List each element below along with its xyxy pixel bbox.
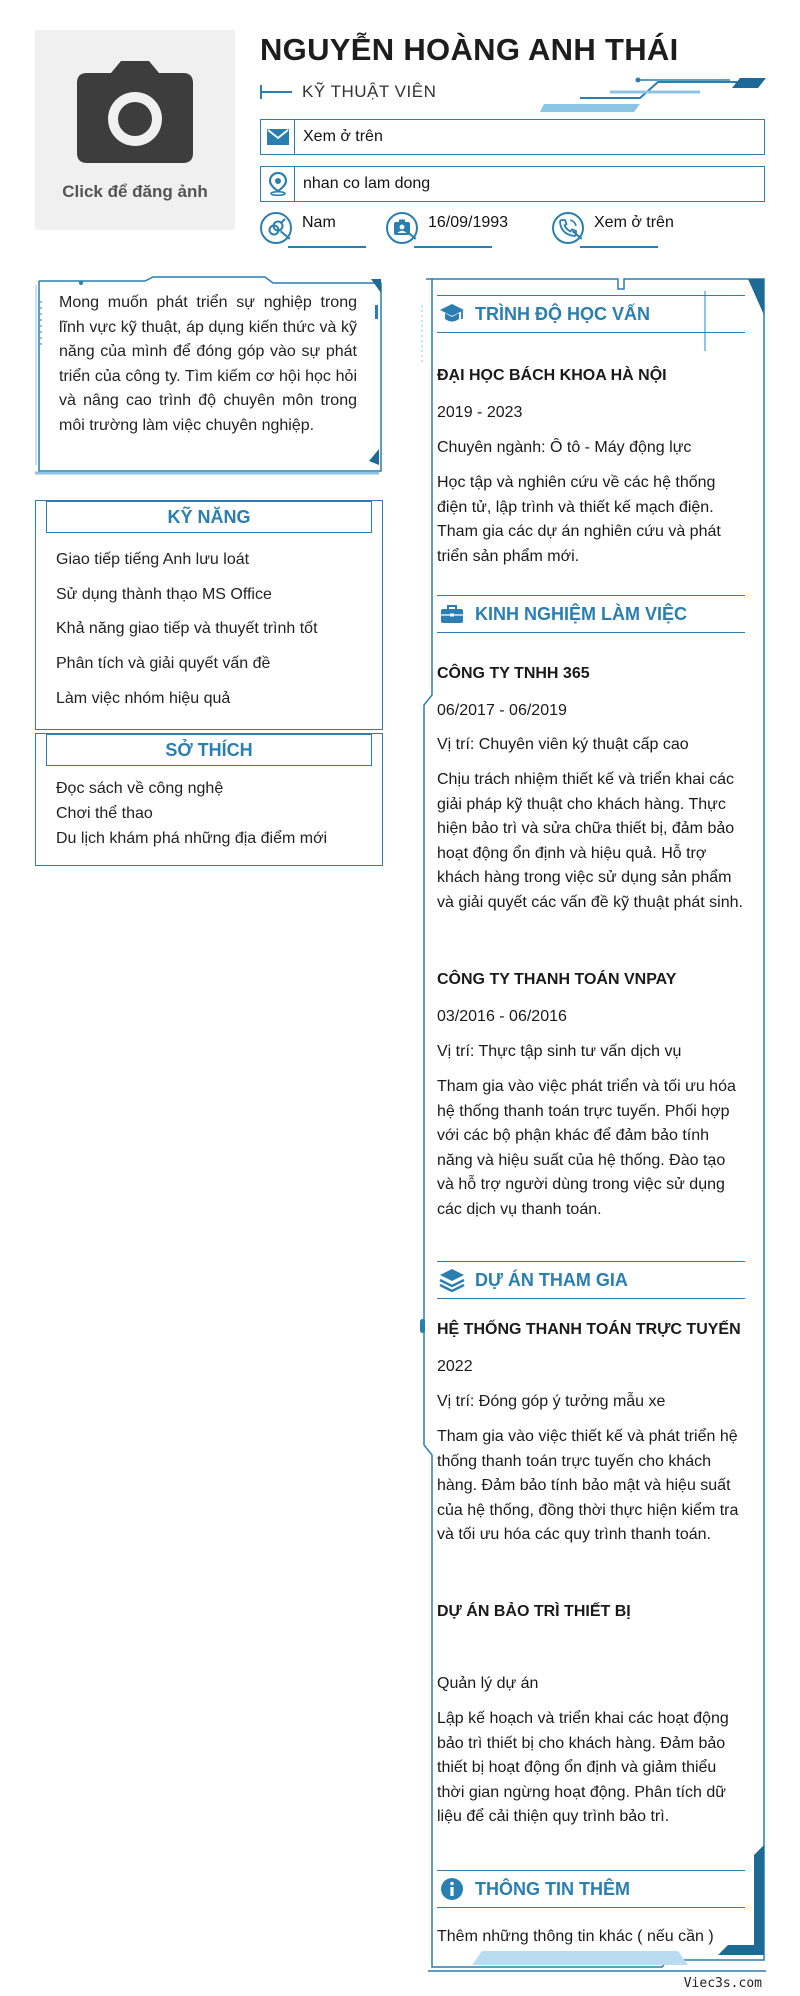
title-tick-decoration [260,85,292,99]
briefcase-icon [439,601,465,627]
additional-info-text: Thêm những thông tin khác ( nếu cần ) [437,1928,714,1945]
additional-info-title: THÔNG TIN THÊM [475,1878,630,1899]
address-field[interactable] [260,166,765,202]
phone-icon [552,212,584,244]
job-title-row [260,82,436,102]
skill-item: Phân tích và giải quyết vấn đề [56,655,271,673]
experience-title: KINH NGHIỆM LÀM VIỆC [475,603,688,624]
project-role: Vị trí: Đóng góp ý tưởng mẫu xe [437,1393,666,1410]
project-description: Lập kế hoạch và triển khai các hoạt động bảo trì thiết bị cho khách hàng. Đảm bảo thiết bị hoạt động ổn định và giảm thiểu thời gian ngừng hoạt động. Phân tích dữ liệu để cải thiện quy trình bảo trì. [437,1710,729,1825]
circuit-decoration [540,74,770,116]
job-description: Chịu trách nhiệm thiết kế và triển khai các giải pháp kỹ thuật cho khách hàng. Thực hiện bảo trì và sửa chữa thiết bị, đảm bảo hoạt động ổn định và hiệu quả. Hỗ trợ khách hàng trong việc sử dụng sản phẩm và giải quyết các vấn đề kỹ thuật phát sinh. [437,771,743,911]
phone-value: Xem ở trên [594,214,674,231]
photo-upload-label: Click để đăng ảnh [62,181,208,201]
job-period: 03/2016 - 06/2016 [437,1008,567,1025]
camera-icon [75,59,195,168]
phone-underline [580,246,658,248]
gender-value: Nam [302,214,336,231]
birthday-underline [414,246,492,248]
candidate-name: NGUYỄN HOÀNG ANH THÁI [260,32,679,67]
skills-list [36,551,382,724]
skill-item: Khả năng giao tiếp và thuyết trình tốt [56,620,318,638]
job-company: CÔNG TY TNHH 365 [437,665,590,682]
objective-text: Mong muốn phát triển sự nghiệp trong lĩnh vực kỹ thuật, áp dụng kiến thức và kỹ năng của mình để đóng góp vào sự phát triển của công ty. Tìm kiếm cơ hội học hỏi và nâng cao trình độ chuyên môn trong môi trường làm việc chuyên nghiệp. [59,294,357,434]
project-name: DỰ ÁN BẢO TRÌ THIẾT BỊ [437,1603,631,1620]
watermark: Viec3s.com [683,1976,762,1991]
email-field[interactable] [260,119,765,155]
email-value: Xem ở trên [303,128,383,145]
additional-info-header [437,1870,745,1908]
skills-title: KỸ NĂNG [46,501,372,533]
birthday-field[interactable] [386,212,508,244]
hobby-item: Đọc sách về công nghệ [56,780,224,797]
photo-upload[interactable] [35,30,235,230]
education-period: 2019 - 2023 [437,404,523,421]
hobbies-list [36,780,382,855]
info-icon [439,1876,465,1902]
phone-field[interactable] [552,212,674,244]
education-major: Chuyên ngành: Ô tô - Máy động lực [437,439,692,456]
id-card-icon [386,212,418,244]
career-objective [35,275,383,477]
education-title: TRÌNH ĐỘ HỌC VẤN [475,303,650,324]
job-company: CÔNG TY THANH TOÁN VNPAY [437,971,677,988]
hobbies-section [35,733,383,866]
hobby-item: Chơi thể thao [56,805,153,822]
school-name: ĐẠI HỌC BÁCH KHOA HÀ NỘI [437,367,667,384]
hobby-item: Du lịch khám phá những địa điểm mới [56,830,328,847]
experience-header [437,595,745,633]
skill-item: Làm việc nhóm hiệu quả [56,689,231,707]
gender-icon [260,212,292,244]
skill-item: Giao tiếp tiếng Anh lưu loát [56,551,250,568]
job-period: 06/2017 - 06/2019 [437,702,567,719]
gender-underline [288,246,366,248]
job-title: KỸ THUẬT VIÊN [302,82,437,101]
layers-icon [439,1267,465,1293]
job-position: Vị trí: Chuyên viên ký thuật cấp cao [437,736,689,753]
map-pin-icon [261,167,295,201]
education-header [437,295,745,333]
graduation-cap-icon [439,301,465,327]
birthday-value: 16/09/1993 [428,214,509,231]
envelope-icon [261,120,295,154]
projects-header [437,1261,745,1299]
skill-item: Sử dụng thành thạo MS Office [56,585,272,603]
projects-title: DỰ ÁN THAM GIA [475,1269,628,1290]
project-role: Quản lý dự án [437,1675,539,1692]
address-value: nhan co lam dong [303,175,431,192]
project-description: Tham gia vào việc thiết kế và phát triển hệ thống thanh toán trực tuyến cho khách hàng. Đảm bảo tính bảo mật và hiệu suất của hệ thống, đồng thời thực hiện kiểm tra và tối ưu hóa các quy trình thanh toán. [437,1428,739,1543]
project-period: 2022 [437,1358,473,1375]
skills-section [35,500,383,730]
job-description: Tham gia vào việc phát triển và tối ưu hóa hệ thống thanh toán trực tuyến. Phối hợp với các bộ phận khác để đảm bảo tính năng và hiệu suất của hệ thống. Đào tạo và hỗ trợ người dùng trong việc sử dụng các dịch vụ thanh toán. [437,1078,736,1218]
job-position: Vị trí: Thực tập sinh tư vấn dịch vụ [437,1043,682,1060]
education-description: Học tập và nghiên cứu về các hệ thống điện tử, lập trình và thiết kế mạch điện. Tham gia các dự án nghiên cứu và phát triển sản phẩm mới. [437,474,721,565]
hobbies-title: SỞ THÍCH [46,734,372,766]
gender-field[interactable] [260,212,336,244]
project-name: HỆ THỐNG THANH TOÁN TRỰC TUYẾN [437,1321,741,1338]
